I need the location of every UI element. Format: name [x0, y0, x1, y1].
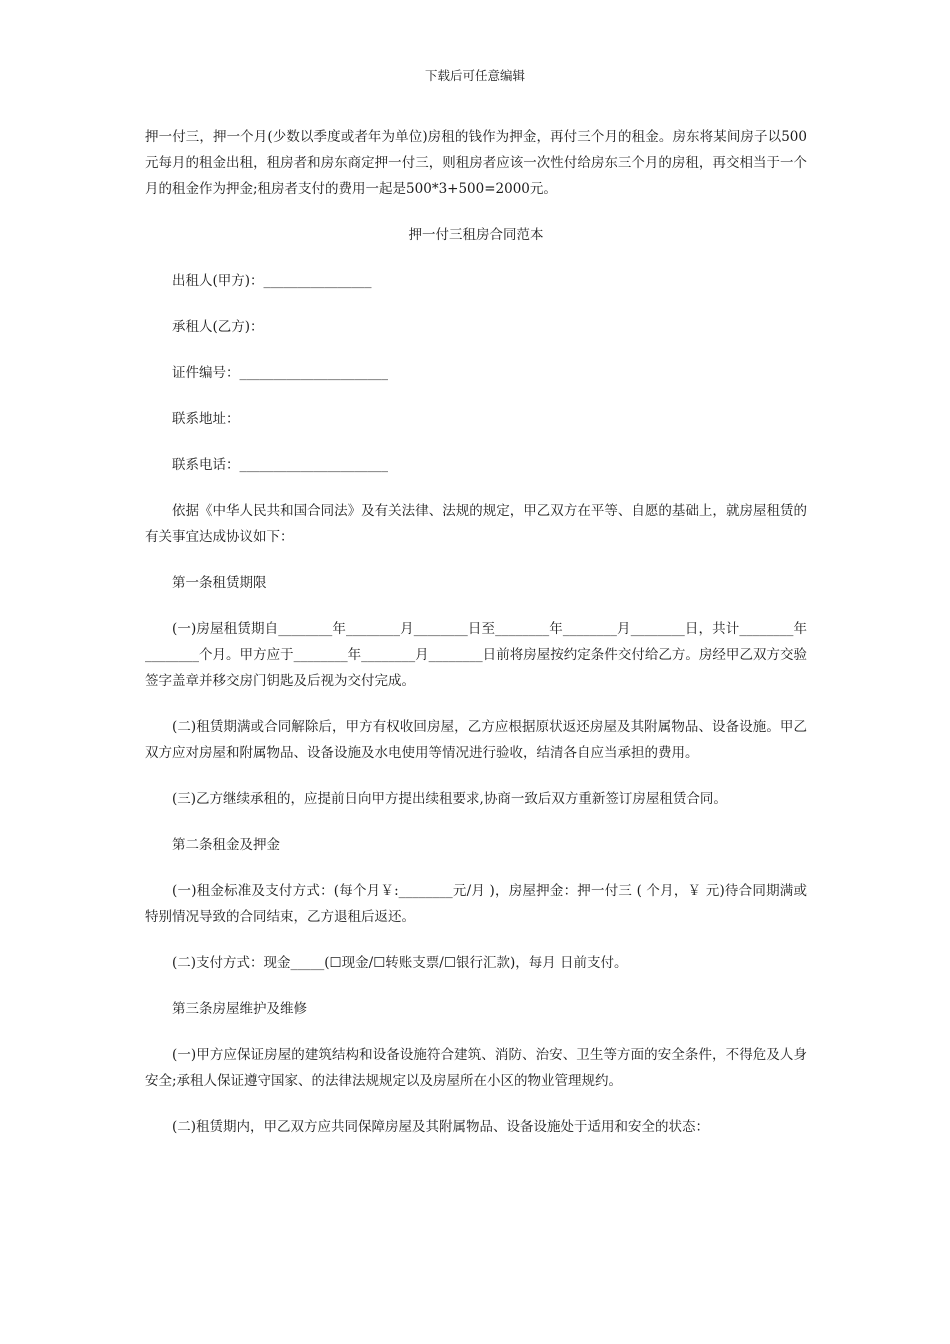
lessee-field: 承租人(乙方)：	[172, 319, 264, 335]
intro-paragraph: 押一付三，押一个月(少数以季度或者年为单位)房租的钱作为押金，再付三个月的租金。房东将某间房子以500元每月的租金出租，租房者和房东商定押一付三，则租房者应该一次性付给房东三个月的房租，再交相当于一个月的租金作为押金;租房者支付的费用一起是500*3+500=2000元。	[145, 129, 807, 197]
preamble-paragraph: 依据《中华人民共和国合同法》及有关法律、法规的规定，甲乙双方在平等、自愿的基础上，就房屋租赁的有关事宜达成协议如下：	[145, 503, 807, 545]
id-number-field: 证件编号：______________________	[172, 365, 388, 381]
phone-field: 联系电话：______________________	[172, 457, 388, 473]
lessor-field: 出租人(甲方)：________________	[172, 273, 372, 289]
article2-item1: (一)租金标准及支付方式：(每个月￥:________元/月 )，房屋押金：押一付三 ( 个月，￥ 元)待合同期满或特别情况导致的合同结束，乙方退租后返还。	[145, 883, 807, 925]
article2-item2: (二)支付方式：现金_____(☐现金/☐转账支票/☐银行汇款)，每月 日前支付。	[172, 955, 628, 971]
article2-heading: 第二条租金及押金	[172, 837, 280, 853]
article3-item2: (二)租赁期内，甲乙双方应共同保障房屋及其附属物品、设备设施处于适用和安全的状态：	[172, 1119, 710, 1135]
header-note: 下载后可任意编辑	[424, 68, 525, 83]
article3-item1: (一)甲方应保证房屋的建筑结构和设备设施符合建筑、消防、治安、卫生等方面的安全条件，不得危及人身安全;承租人保证遵守国家、的法律法规规定以及房屋所在小区的物业管理规约。	[145, 1047, 807, 1089]
document-body	[145, 124, 807, 1160]
article3-heading: 第三条房屋维护及维修	[172, 1001, 307, 1017]
article1-item3: (三)乙方继续承租的，应提前日向甲方提出续租要求,协商一致后双方重新签订房屋租赁合同。	[172, 791, 727, 807]
article1-heading: 第一条租赁期限	[172, 575, 267, 591]
contract-title: 押一付三租房合同范本	[408, 227, 544, 243]
address-field: 联系地址：	[172, 411, 240, 427]
article1-item2: (二)租赁期满或合同解除后，甲方有权收回房屋，乙方应根据原状返还房屋及其附属物品、设备设施。甲乙双方应对房屋和附属物品、设备设施及水电使用等情况进行验收，结清各自应当承担的费用。	[145, 719, 807, 761]
article1-item1: (一)房屋租赁期自________年________月________日至________年________月________日，共计________年________个月。甲方应于________年________月________日前将房屋按约定条件交付给乙方。房经甲乙双方交验签字盖章并移交房门钥匙及后视为交付完成。	[145, 621, 807, 689]
